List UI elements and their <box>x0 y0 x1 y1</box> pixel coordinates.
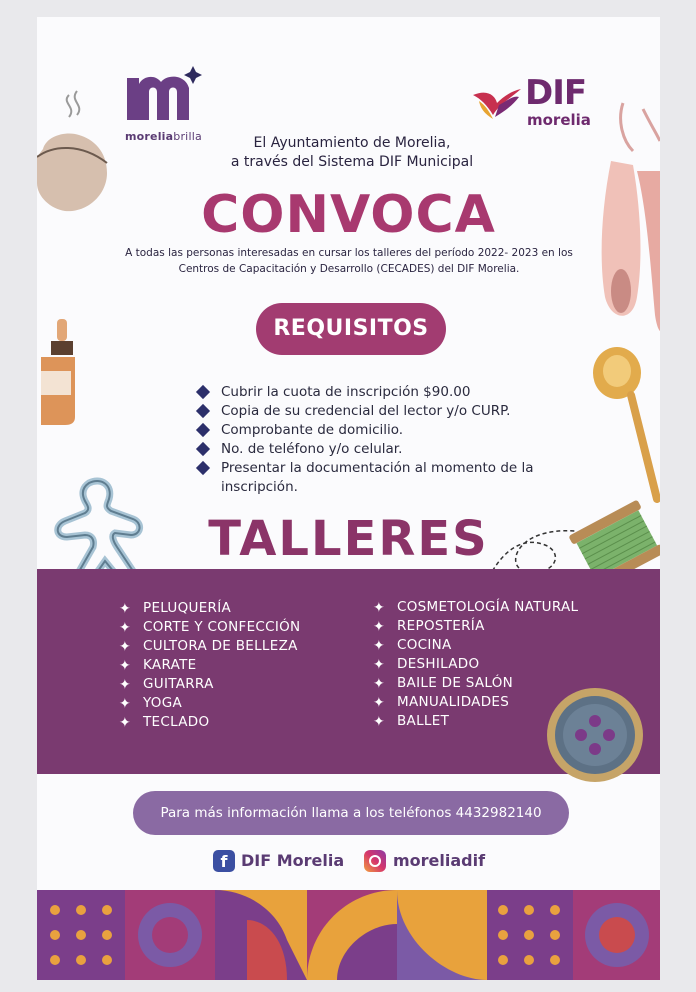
diamond-bullet-icon <box>196 442 210 456</box>
morelia-brilla-wordmark: moreliabrilla <box>125 130 202 143</box>
list-item: ✦ BAILE DE SALÓN <box>373 675 514 692</box>
list-item: Cubrir la cuota de inscripción $90.00 <box>195 383 575 402</box>
talleres-title: TALLERES <box>208 511 489 567</box>
list-item: ✦ YOGA <box>119 695 183 712</box>
dif-bird-logo <box>469 79 523 123</box>
list-item: Copia de su credencial del lector y/o CURP. <box>195 402 575 421</box>
list-item: ✦ CULTORA DE BELLEZA <box>119 638 298 655</box>
sparkle-bullet-icon: ✦ <box>373 676 386 692</box>
sewing-button-illustration <box>544 685 646 785</box>
geometric-footer-pattern <box>37 890 660 980</box>
list-item: ✦ DESHILADO <box>373 656 480 673</box>
sparkle-bullet-icon: ✦ <box>373 657 386 673</box>
sparkle-bullet-icon: ✦ <box>119 715 132 731</box>
list-item: ✦ CORTE Y CONFECCIÓN <box>119 619 301 636</box>
sparkle-bullet-icon: ✦ <box>373 695 386 711</box>
list-item: ✦ COSMETOLOGÍA NATURAL <box>373 599 579 616</box>
talleres-column-a <box>119 599 300 732</box>
list-item: Comprobante de domicilio. <box>195 421 575 440</box>
diamond-bullet-icon <box>196 385 210 399</box>
call-description <box>103 245 595 277</box>
dif-city-label: morelia <box>527 111 591 129</box>
intro-text <box>187 134 517 172</box>
sparkle-bullet-icon: ✦ <box>373 619 386 635</box>
instagram-handle[interactable]: moreliadif <box>393 851 486 870</box>
convoca-title: CONVOCA <box>201 185 496 245</box>
diamond-bullet-icon <box>196 423 210 437</box>
list-item: ✦ KARATE <box>119 657 197 674</box>
requisitos-heading: REQUISITOS <box>256 303 446 355</box>
sparkle-bullet-icon: ✦ <box>119 696 132 712</box>
list-item: Presentar la documentación al momento de la inscripción. <box>195 459 575 497</box>
intro-line-2: a través del Sistema DIF Municipal <box>230 154 474 170</box>
morelia-brilla-logo <box>125 64 205 124</box>
list-item: ✦ REPOSTERÍA <box>373 618 485 635</box>
list-item: ✦ COCINA <box>373 637 452 654</box>
list-item: ✦ TECLADO <box>119 714 210 731</box>
diamond-bullet-icon <box>196 404 210 418</box>
sparkle-bullet-icon: ✦ <box>119 658 132 674</box>
description-line-1: A todas las personas interesadas en cursar los talleres del período 2022- 2023 en los <box>125 247 573 259</box>
sparkle-bullet-icon: ✦ <box>373 600 386 616</box>
intro-line-1: El Ayuntamiento de Morelia, <box>253 135 451 151</box>
sparkle-bullet-icon: ✦ <box>119 601 132 617</box>
list-item: ✦ PELUQUERÍA <box>119 600 232 617</box>
sparkle-bullet-icon: ✦ <box>373 714 386 730</box>
description-line-2: Centros de Capacitación y Desarrollo (CECADES) del DIF Morelia. <box>178 263 520 275</box>
list-item: No. de teléfono y/o celular. <box>195 440 575 459</box>
wooden-spoon-illustration <box>589 343 660 503</box>
dif-wordmark: DIF <box>525 73 587 113</box>
sparkle-bullet-icon: ✦ <box>373 638 386 654</box>
dropper-bottle-illustration <box>37 317 77 427</box>
instagram-icon <box>364 850 386 872</box>
list-item: ✦ GUITARRA <box>119 676 214 693</box>
sparkle-bullet-icon: ✦ <box>119 639 132 655</box>
facebook-handle[interactable]: DIF Morelia <box>241 851 345 870</box>
list-item: ✦ MANUALIDADES <box>373 694 510 711</box>
requisitos-list <box>195 383 575 497</box>
sparkle-bullet-icon: ✦ <box>119 620 132 636</box>
diamond-bullet-icon <box>196 461 210 475</box>
phone-info-banner: Para más información llama a los teléfonos 4432982140 <box>133 791 569 835</box>
list-item: ✦ BALLET <box>373 713 450 730</box>
facebook-icon: f <box>213 850 235 872</box>
sparkle-bullet-icon: ✦ <box>119 677 132 693</box>
poster <box>37 17 660 980</box>
